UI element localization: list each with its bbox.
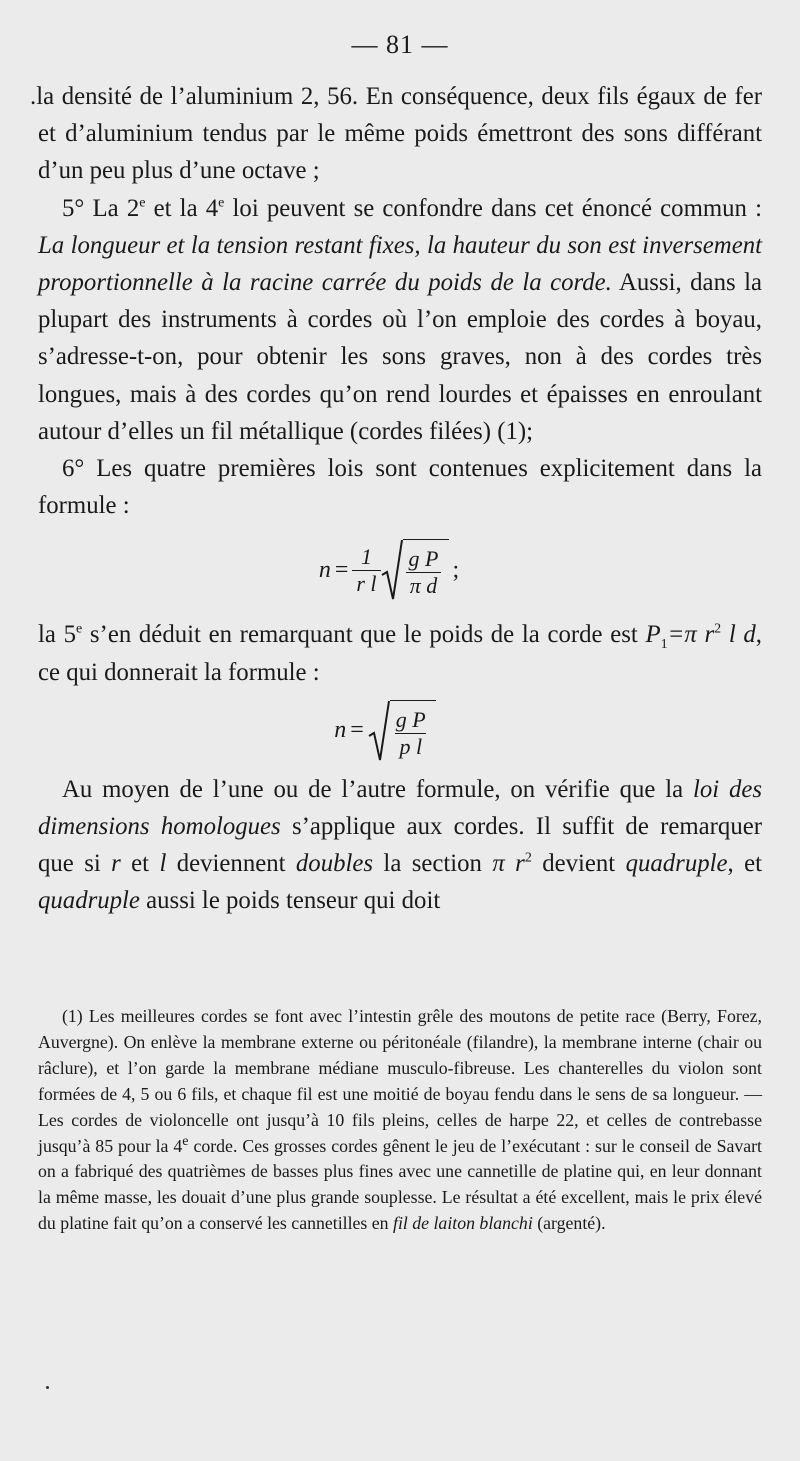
homol-t7: , et: [727, 850, 762, 878]
homol-sup: 2: [524, 850, 532, 866]
homol-i1: loi des dimensions homologues: [38, 775, 763, 841]
footnote-sup: e: [182, 1133, 189, 1149]
homol-t2: s’applique aux cordes. Il suffit de remarquer que si: [38, 813, 762, 878]
homol-t3: et: [120, 850, 160, 878]
formula1-rad-den: π d: [406, 572, 442, 599]
deriv-eq: =π r: [667, 621, 715, 649]
formula1-radical: [381, 539, 449, 601]
radical-sign-icon: [368, 700, 390, 762]
footnote-t3: (argenté).: [532, 1213, 606, 1234]
lead-dot: .: [30, 83, 37, 110]
formula-1: [16, 524, 762, 616]
footnote-1: [38, 1004, 762, 1237]
deriv-P: P: [645, 621, 661, 649]
law5-mid1: et la 4: [145, 194, 219, 222]
paragraph-density: [30, 78, 762, 190]
homol-t4: deviennent: [166, 850, 296, 878]
formula1-equals: =: [334, 556, 349, 583]
homol-t6: devient: [531, 850, 626, 878]
formula2-radicand-fraction: [392, 707, 430, 760]
homol-i4: doubles: [295, 850, 374, 878]
formula1-lhs: n: [318, 556, 331, 583]
law5-prefix: 5° La 2: [62, 194, 140, 222]
deriv-ld: l d: [721, 621, 756, 649]
deriv-mid: s’en déduit en remarquant que le poids de la corde est: [82, 621, 646, 649]
homol-i7: quadruple: [38, 887, 140, 915]
main-text: [30, 78, 763, 920]
homol-i3: l: [159, 850, 167, 878]
law5-statement: La longueur et la tension restant fixes, la hauteur du son est inversement proportionnelle à la racine carrée du poids de la corde.: [38, 231, 762, 297]
footnote-t2: corde. Ces grosses cordes gênent le jeu de l’exécutant : sur le conseil de Savart on a fabriqué des quatrièmes de basses plus fines avec une cannetille de platine qui, en leur donnant la même masse, les douait d’une plus grande souplesse. Le résultat a été excellent, mais le prix élevé du platine fait qu’on a conservé les cannetilles en: [38, 1135, 763, 1234]
deriv-sup: e: [76, 622, 83, 638]
formula1-radicand-fraction: [405, 546, 443, 599]
footnote: [38, 1004, 762, 1237]
paragraph-homologous: [38, 771, 762, 920]
deriv-sub: 1: [660, 637, 668, 653]
law5-rest: Aussi, dans la plupart des instruments à cordes où l’on emploie des cordes à boyau, s’adresse-t-on, pour obtenir les sons graves, non à des cordes très longues, mais à des cordes qu’on rend lourdes et épaisses en enroulant autour d’elles un fil métallique (cordes filées) (1);: [38, 269, 762, 445]
paragraph-law-6: 6° Les quatre premières lois sont contenues explicitement dans la formule :: [38, 455, 762, 520]
homol-i5: π r: [492, 850, 525, 878]
homol-t8: aussi le poids tenseur qui doit: [139, 887, 441, 915]
formula1-semicolon: ;: [452, 556, 460, 583]
formula1-rad-num: g P: [408, 546, 439, 572]
footnote-italic: fil de laiton blanchi: [393, 1213, 533, 1234]
formula1-frac-num: 1: [360, 543, 372, 569]
homol-i2: r: [111, 850, 121, 878]
footnote-t1: (1) Les meilleures cordes se font avec l’intestin grêle des moutons de petite race (Berry, Forez, Auvergne). On enlève la membrane externe ou péritonéale (filandre), la membrane interne (chair ou râclure), et l’on garde la membrane médiane musculo-fibreuse. Les chanterelles du violon sont formées de 4, 5 ou 6 fils, et chaque fil est une moitié de boyau fendu dans le sens de sa longueur. — Les cordes de violoncelle ont jusqu’à 10 fils pleins, celles de harpe 22, et celles de contrebasse jusqu’à 85 pour la 4: [38, 1006, 762, 1156]
formula1-radicand: [403, 539, 449, 601]
page-number: — 81 —: [351, 30, 449, 59]
formula1-fraction: [352, 544, 380, 597]
formula-2: [8, 691, 762, 771]
law5-sup1: e: [139, 195, 146, 211]
paragraph-density-text: la densité de l’aluminium 2, 56. En conséquence, deux fils égaux de fer et d’aluminium tendus par le même poids émettront des sons différant d’un peu plus d’une octave ;: [36, 83, 762, 185]
formula2-equals: =: [350, 717, 364, 744]
deriv-sup2: 2: [714, 622, 722, 638]
paragraph-law-5-derivation: [38, 616, 762, 690]
radical-sign-icon: [381, 539, 403, 601]
formula2-lhs: n: [334, 717, 347, 744]
paragraph-law-5: [38, 190, 762, 450]
formula1-frac-den: r l: [352, 570, 380, 597]
formula2-radical: [368, 700, 436, 762]
formula2-rad-num: g P: [395, 706, 426, 732]
deriv-prefix: la 5: [38, 621, 76, 649]
formula2-radicand: [390, 700, 436, 762]
homol-t1: Au moyen de l’une ou de l’autre formule, on vérifie que la: [62, 775, 693, 803]
formula2-rad-den: p l: [395, 733, 426, 760]
ink-speck: [46, 1386, 49, 1389]
homol-t5: la section: [373, 850, 493, 878]
law5-sup2: e: [218, 195, 225, 211]
law5-mid2: loi peuvent se confondre dans cet énoncé commun :: [224, 194, 763, 222]
deriv-rest: , ce qui donnerait la formule :: [38, 621, 762, 686]
homol-i6: quadruple: [625, 850, 728, 878]
